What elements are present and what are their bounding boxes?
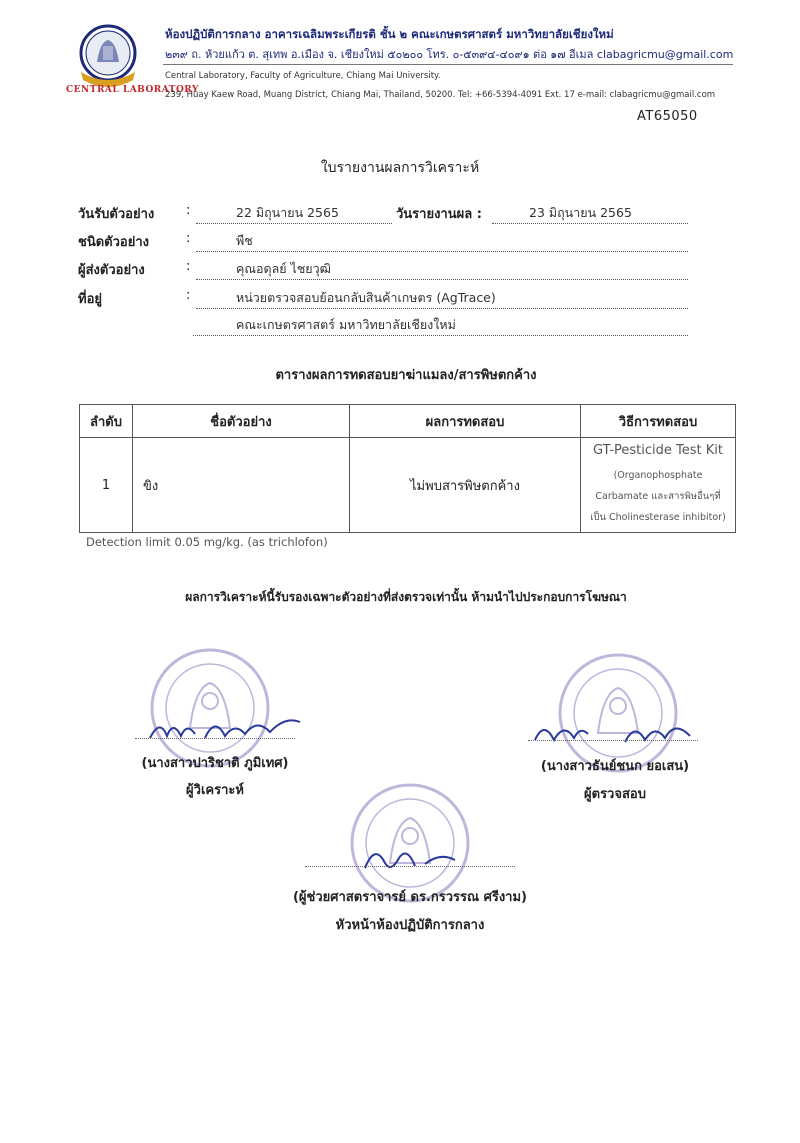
checker-role: ผู้ตรวจสอบ [584,787,646,802]
checker-sign-line [528,740,698,741]
checker-name: (นางสาวธันย์ชนก ยอเสน) [540,759,690,774]
report-title: ใบรายงานผลการวิเคราะห์ [320,160,480,176]
header-english-line2: 239, Huay Kaew Road, Muang District, Chiang Mai, Thailand, 50200. Tel: +66-5394-4091 Ext. 17 e-mail: clabagricmu@gmail.com [165,90,716,100]
signature-analyst [145,708,305,748]
results-table [79,404,736,533]
cell-sample-name: ขิง [133,438,350,533]
signature-checker [530,712,700,752]
head-name: (ผู้ช่วยศาสตราจารย์ ดร.กรวรรณ ศรีงาม) [292,890,527,905]
sample-type-colon: : [186,231,191,246]
sender-label: ผู้ส่งตัวอย่าง [78,263,145,278]
header-thai-line1: ห้องปฏิบัติการกลาง อาคารเฉลิมพระเกียรติ ชั้น ๒ คณะเกษตรศาสตร์ มหาวิทยาลัยเชียงใหม่ [165,27,614,41]
table-title: ตารางผลการทดสอบยาฆ่าแมลง/สารพิษตกค้าง [275,368,537,383]
method-line2: Carbamate และสารพิษอื่นๆที่ [595,490,721,502]
address-colon: : [186,288,191,303]
table-header-row [80,405,736,438]
sample-type-label: ชนิดตัวอย่าง [78,235,149,250]
analyst-sign-line [135,738,295,739]
sample-type-value [196,231,688,252]
sample-type-text: พืช [236,233,253,248]
table-row [80,438,736,533]
method-line1: (Organophosphate [613,469,703,481]
document-number: AT65050 [637,109,698,124]
cell-method [581,438,736,533]
analyst-role: ผู้วิเคราะห์ [186,783,244,798]
address-line2 [193,315,688,336]
sender-value [196,259,688,280]
address-line1 [196,288,688,309]
address-label: ที่อยู่ [78,292,102,307]
col-header-method: วิธีการทดสอบ [581,405,736,438]
received-date-label: วันรับตัวอย่าง [78,207,155,222]
cell-result: ไม่พบสารพิษตกค้าง [350,438,581,533]
col-header-result: ผลการทดสอบ [350,405,581,438]
header-thai-line2: ๒๓๙ ถ. ห้วยแก้ว ต. สุเทพ อ.เมือง จ. เชียงใหม่ ๕๐๒๐๐ โทร. ๐-๕๓๙๔-๔๐๙๑ ต่อ ๑๗ อีเมล clabagricmu@gmail.com [165,48,734,61]
report-date-value [492,203,688,224]
received-date-value [196,203,392,224]
head-sign-line [305,866,515,867]
head-role: หัวหน้าห้องปฏิบัติการกลาง [335,918,485,933]
report-date-label: วันรายงานผล : [396,207,482,222]
method-line3: เป็น Cholinesterase inhibitor) [590,511,726,523]
signature-head [355,838,465,878]
header-english-line1: Central Laboratory, Faculty of Agriculture, Chiang Mai University. [165,71,441,81]
header-divider [163,64,733,65]
detection-limit: Detection limit 0.05 mg/kg. (as trichlofon) [86,535,328,549]
received-colon: : [186,203,191,218]
report-date-text: 23 มิถุนายน 2565 [529,205,632,220]
disclaimer-note: ผลการวิเคราะห์นี้รับรองเฉพาะตัวอย่างที่ส่งตรวจเท่านั้น ห้ามนำไปประกอบการโฆษณา [185,590,627,604]
received-date-text: 22 มิถุนายน 2565 [236,205,339,220]
sender-text: คุณอดุลย์ ไชยวุฒิ [236,261,331,276]
lab-logo-text: CENTRAL LABORATORY [66,85,199,95]
cell-no: 1 [80,438,133,533]
analyst-name: (นางสาวปาริชาติ ภูมิเทศ) [141,756,289,771]
address-line1-text: หน่วยตรวจสอบย้อนกลับสินค้าเกษตร (AgTrace) [236,290,496,305]
col-header-sample-name: ชื่อตัวอย่าง [133,405,350,438]
col-header-no: ลำดับ [80,405,133,438]
method-title: GT-Pesticide Test Kit [592,442,723,458]
sender-colon: : [186,259,191,274]
address-line2-text: คณะเกษตรศาสตร์ มหาวิทยาลัยเชียงใหม่ [236,317,456,332]
